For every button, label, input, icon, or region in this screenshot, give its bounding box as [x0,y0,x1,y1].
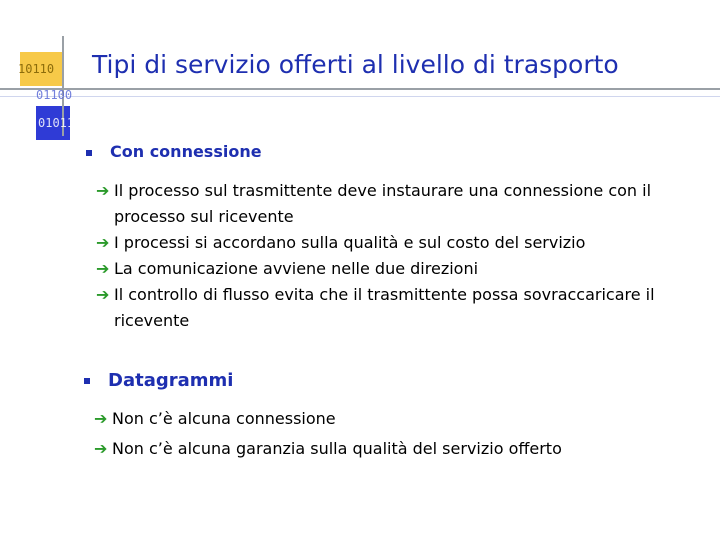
list-item [96,178,666,230]
title-divider-shadow [0,96,720,97]
list-item [94,404,654,434]
list-item-text: I processi si accordano sulla qualità e sul costo del servizio [114,233,586,252]
slide-title: Tipi di servizio offerti al livello di trasporto [92,50,619,79]
list-item-text: Il processo sul trasmittente deve instaurare una connessione con il processo sul ricevente [114,181,652,226]
section-heading-datagrams [84,370,233,391]
list-item-text: Non c’è alcuna connessione [112,409,336,428]
right-arrow-icon: ➔ [96,285,110,304]
datagram-items [94,404,654,464]
list-item [96,230,666,256]
list-item-text: La comunicazione avviene nelle due direzioni [114,259,479,278]
list-item [94,434,654,464]
section-heading-label: Con connessione [110,142,262,161]
logo-bits-2: 01100 [36,88,73,102]
list-item-text: Non c’è alcuna garanzia sulla qualità del servizio offerto [112,439,562,458]
right-arrow-icon: ➔ [94,409,108,428]
right-arrow-icon: ➔ [96,233,110,252]
square-bullet-icon [84,378,90,384]
logo-bits-3: 01011 [38,116,75,130]
list-item [96,282,666,334]
title-divider-line [0,88,720,90]
right-arrow-icon: ➔ [94,439,108,458]
list-item [96,256,666,282]
connection-items [96,178,666,334]
square-bullet-icon [86,150,92,156]
list-item-text: Il controllo di flusso evita che il trasmittente possa sovraccaricare il ricevente [114,285,655,330]
section-heading-label: Datagrammi [108,370,234,391]
right-arrow-icon: ➔ [96,181,110,200]
right-arrow-icon: ➔ [96,259,110,278]
section-heading-connection [86,142,262,161]
logo-bits-1: 10110 [18,62,55,76]
